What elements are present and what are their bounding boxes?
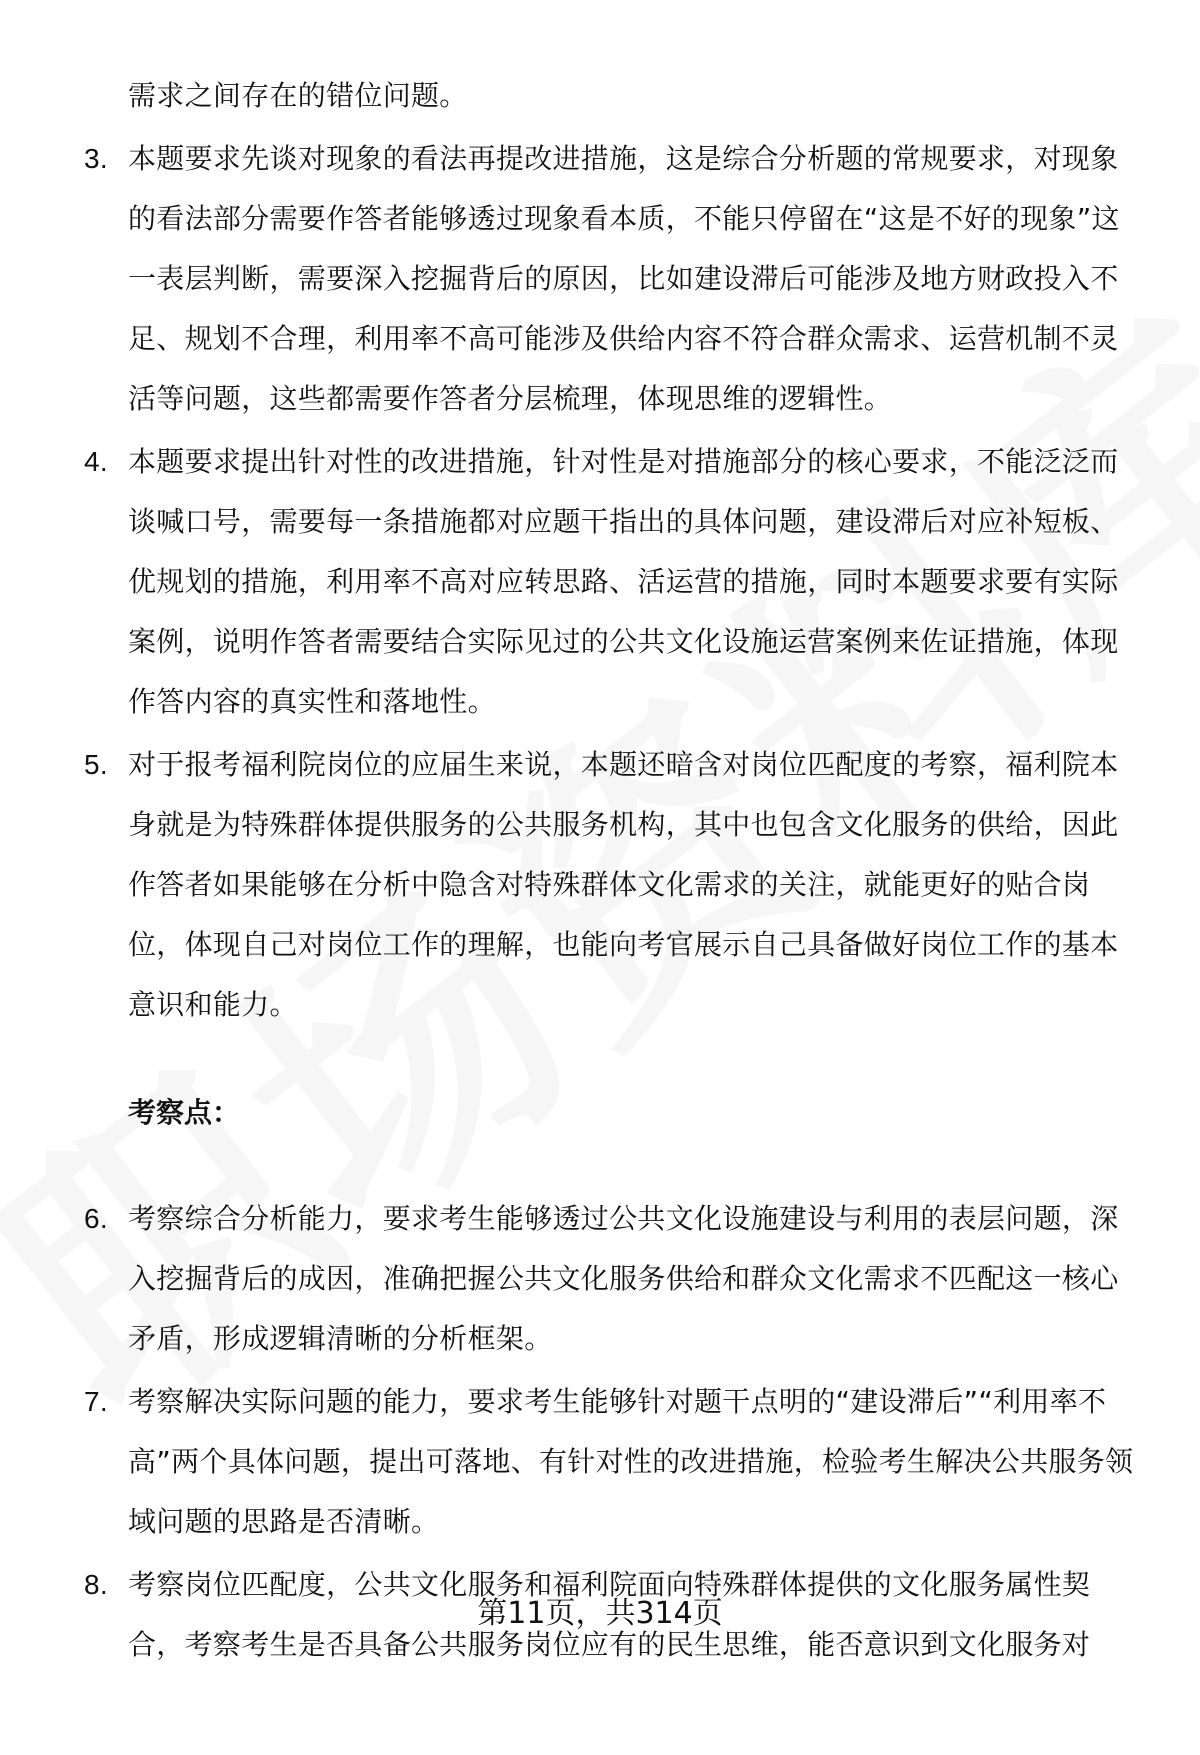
- list-item-number: 4.: [84, 446, 108, 477]
- list-item-text: 考察岗位匹配度，公共文化服务和福利院面向特殊群体提供的文化服务属性契合，考察考生是否具备公共服务岗位应有的民生思维，能否意识到文化服务对: [128, 1568, 1091, 1661]
- list-item-continuation: [84, 66, 1144, 126]
- list-item-text: 考察综合分析能力，要求考生能够透过公共文化设施建设与利用的表层问题，深入挖掘背后的成因，准确把握公共文化服务供给和群众文化需求不匹配这一核心矛盾，形成逻辑清晰的分析框架。: [128, 1202, 1119, 1355]
- list-item-text: 需求之间存在的错位问题。: [128, 79, 468, 112]
- list-item-text: 本题要求先谈对现象的看法再提改进措施，这是综合分析题的常规要求，对现象的看法部分需要作答者能够透过现象看本质，不能只停留在“这是不好的现象”这一表层判断，需要深入挖掘背后的原因，比如建设滞后可能涉及地方财政投入不足、规划不合理，利用率不高可能涉及供给内容不符合群众需求、运营机制不灵活等问题，这些都需要作答者分层梳理，体现思维的逻辑性。: [128, 142, 1120, 415]
- list-item-text: 本题要求提出针对性的改进措施，针对性是对措施部分的核心要求，不能泛泛而谈喊口号，需要每一条措施都对应题干指出的具体问题，建设滞后对应补短板、优规划的措施，利用率不高对应转思路、活运营的措施，同时本题要求要有实际案例，说明作答者需要结合实际见过的公共文化设施运营案例来佐证措施，体现作答内容的真实性和落地性。: [128, 445, 1119, 718]
- list-item-number: 5.: [84, 749, 108, 780]
- list-item-number: 7.: [84, 1386, 108, 1417]
- list-item-5: [84, 735, 1144, 1035]
- list-item-7: [84, 1372, 1144, 1552]
- list-item-text: 对于报考福利院岗位的应届生来说，本题还暗含对岗位匹配度的考察，福利院本身就是为特殊群体提供服务的公共服务机构，其中也包含文化服务的供给，因此作答者如果能够在分析中隐含对特殊群体文化需求的关注，就能更好的贴合岗位，体现自己对岗位工作的理解，也能向考官展示自己具备做好岗位工作的基本意识和能力。: [128, 748, 1119, 1021]
- list-item-4: [84, 432, 1144, 732]
- page-content: [84, 66, 1144, 1678]
- list-item-3: [84, 129, 1144, 429]
- list-item-text: 考察解决实际问题的能力，要求考生能够针对题干点明的“建设滞后”“利用率不高”两个具体问题，提出可落地、有针对性的改进措施，检验考生解决公共服务领域问题的思路是否清晰。: [128, 1385, 1134, 1538]
- list-item-number: 8.: [84, 1569, 108, 1600]
- list-item-number: 6.: [84, 1203, 108, 1234]
- section-heading: 考察点：: [128, 1096, 241, 1129]
- page-footer: 第11页，共314页: [477, 1596, 723, 1631]
- list-item-number: 3.: [84, 143, 108, 174]
- list-item-6: [84, 1189, 1144, 1369]
